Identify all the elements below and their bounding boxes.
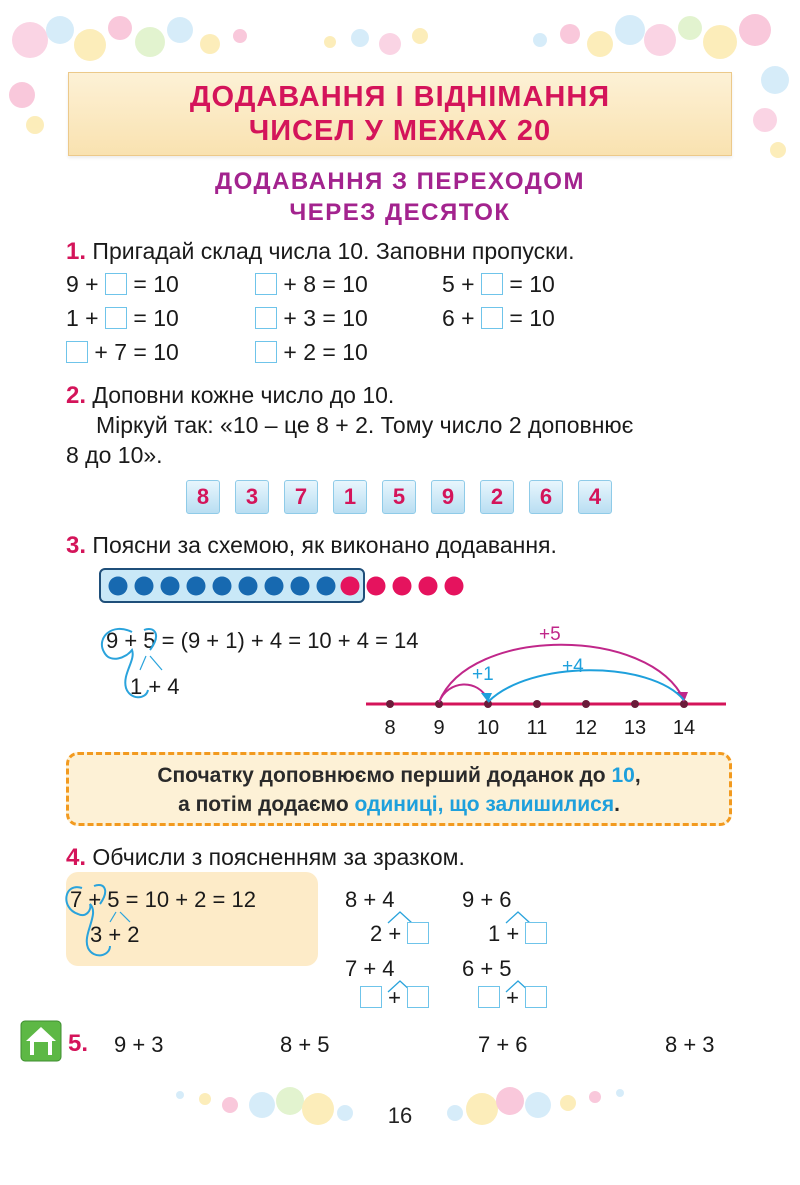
exercise-3-decomp	[360, 986, 429, 1009]
expr-text: +	[388, 985, 401, 1010]
answer-blank[interactable]	[407, 986, 429, 1008]
task3-number: 3.	[66, 532, 87, 559]
task1-c3-r1	[442, 273, 555, 296]
expr-text: + 2 = 10	[283, 339, 368, 365]
answer-blank[interactable]	[255, 273, 277, 295]
number-card: 3	[235, 480, 269, 514]
tick-label: 10	[476, 717, 500, 739]
answer-blank[interactable]	[481, 273, 503, 295]
rule-box	[66, 752, 732, 826]
answer-blank[interactable]	[481, 307, 503, 329]
task3-decomposition: 1 + 4	[130, 674, 180, 699]
task5-item: 9 + 3	[114, 1032, 164, 1057]
tick-label: 11	[526, 717, 548, 739]
expr-text: +	[506, 985, 519, 1010]
answer-blank[interactable]	[66, 341, 88, 363]
answer-blank[interactable]	[525, 922, 547, 944]
number-card: 8	[186, 480, 220, 514]
page-number: 16	[387, 1103, 413, 1128]
title-banner	[68, 72, 732, 156]
subtitle-line-2: ЧЕРЕЗ ДЕСЯТОК	[289, 199, 511, 226]
number-card: 2	[480, 480, 514, 514]
dot-scheme	[96, 566, 476, 606]
rule-highlight: 10	[611, 764, 635, 787]
task5-item: 8 + 3	[665, 1032, 715, 1057]
title-line-1: ДОДАВАННЯ І ВІДНІМАННЯ	[189, 81, 611, 113]
task1-number: 1.	[66, 238, 87, 265]
answer-blank[interactable]	[105, 273, 127, 295]
expr-text: 6 +	[442, 305, 475, 331]
task2-hint-line-2: 8 до 10».	[66, 442, 163, 468]
task4-instruction: Обчисли з поясненням за зразком.	[92, 844, 465, 870]
task2-hint-line-1: Міркуй так: «10 – це 8 + 2. Тому число 2 доповнює	[96, 412, 634, 438]
rule-line-1	[69, 764, 729, 788]
task2-instruction: Доповни кожне число до 10.	[92, 382, 395, 408]
expr-text: 9 +	[66, 271, 99, 297]
blue-dots	[109, 577, 336, 596]
task1-c1-r3	[66, 341, 179, 364]
rule-line-2	[69, 793, 729, 817]
answer-blank[interactable]	[478, 986, 500, 1008]
tick-label: 13	[623, 717, 647, 739]
rule-highlight: одиниці, що залишилися	[354, 793, 615, 816]
expr-text: 1 +	[66, 305, 99, 331]
task2-heading	[66, 384, 394, 408]
rule-text: а потім додаємо	[178, 793, 355, 816]
exercise-1-decomp	[370, 922, 429, 945]
arc-plus5-label: +5	[539, 624, 561, 645]
split-loop-icon	[60, 878, 140, 962]
expr-text: 5 +	[442, 271, 475, 297]
subtitle-line-1: ДОДАВАННЯ З ПЕРЕХОДОМ	[215, 168, 585, 195]
example-decomposition: 3 + 2	[90, 922, 140, 947]
task3-equation: 9 + 5 = (9 + 1) + 4 = 10 + 4 = 14	[106, 628, 419, 653]
exercise-9-plus-6: 9 + 6	[462, 887, 512, 912]
tick-label: 9	[433, 717, 445, 739]
number-line-labels	[384, 717, 695, 739]
task3-instruction: Поясни за схемою, як виконано додавання.	[92, 532, 557, 558]
task2-number: 2.	[66, 382, 87, 409]
task5-item: 8 + 5	[280, 1032, 330, 1057]
answer-blank[interactable]	[525, 986, 547, 1008]
expr-text: = 10	[133, 271, 179, 297]
task1-c2-r1	[255, 273, 368, 296]
expr-text: + 3 = 10	[283, 305, 368, 331]
task1-heading	[66, 240, 574, 264]
expr-text: + 8 = 10	[283, 271, 368, 297]
number-card: 6	[529, 480, 563, 514]
answer-blank[interactable]	[105, 307, 127, 329]
task1-c3-r2	[442, 307, 555, 330]
task5-item: 7 + 6	[478, 1032, 528, 1057]
expr-text: + 7 = 10	[94, 339, 179, 365]
task1-c1-r1	[66, 273, 179, 296]
task3-heading	[66, 534, 557, 558]
answer-blank[interactable]	[255, 341, 277, 363]
expr-text: = 10	[509, 271, 555, 297]
exercise-7-plus-4: 7 + 4	[345, 956, 395, 981]
number-card: 1	[333, 480, 367, 514]
number-card: 7	[284, 480, 318, 514]
expr-text: = 10	[509, 305, 555, 331]
rule-text: ,	[634, 764, 641, 787]
tick-label: 8	[384, 717, 396, 739]
task1-c1-r2	[66, 307, 179, 330]
arc-plus4-label: +4	[562, 656, 584, 677]
exercise-8-plus-4: 8 + 4	[345, 887, 395, 912]
title-line-2: ЧИСЕЛ У МЕЖАХ 20	[248, 115, 552, 147]
expr-text: 1 +	[488, 921, 520, 946]
number-card: 9	[431, 480, 465, 514]
tick-label: 14	[672, 717, 696, 739]
task1-instruction: Пригадай склад числа 10. Заповни пропуски.	[92, 238, 575, 264]
arc-plus1-label: +1	[472, 664, 494, 685]
tick-label: 12	[574, 717, 598, 739]
rule-text: .	[614, 793, 620, 816]
exercise-6-plus-5: 6 + 5	[462, 956, 512, 981]
number-card: 4	[578, 480, 612, 514]
task5-number	[68, 1032, 88, 1056]
task4-heading	[66, 846, 465, 870]
exercise-2-decomp	[488, 922, 547, 945]
number-line	[360, 620, 740, 744]
home-icon	[20, 1020, 62, 1062]
exercise-4-decomp	[478, 986, 547, 1009]
example-equation: 7 + 5 = 10 + 2 = 12	[70, 887, 256, 912]
answer-blank[interactable]	[360, 986, 382, 1008]
rule-text: Спочатку доповнюємо перший доданок до	[157, 764, 612, 787]
expr-text: 2 +	[370, 921, 402, 946]
arc-plus4	[488, 670, 684, 702]
split-loop-icon	[92, 620, 182, 710]
task4-number: 4.	[66, 844, 87, 871]
task1-c2-r3	[255, 341, 368, 364]
task5-number-text: 5.	[68, 1030, 89, 1057]
answer-blank[interactable]	[407, 922, 429, 944]
expr-text: = 10	[133, 305, 179, 331]
number-card: 5	[382, 480, 416, 514]
task1-c2-r2	[255, 307, 368, 330]
answer-blank[interactable]	[255, 307, 277, 329]
